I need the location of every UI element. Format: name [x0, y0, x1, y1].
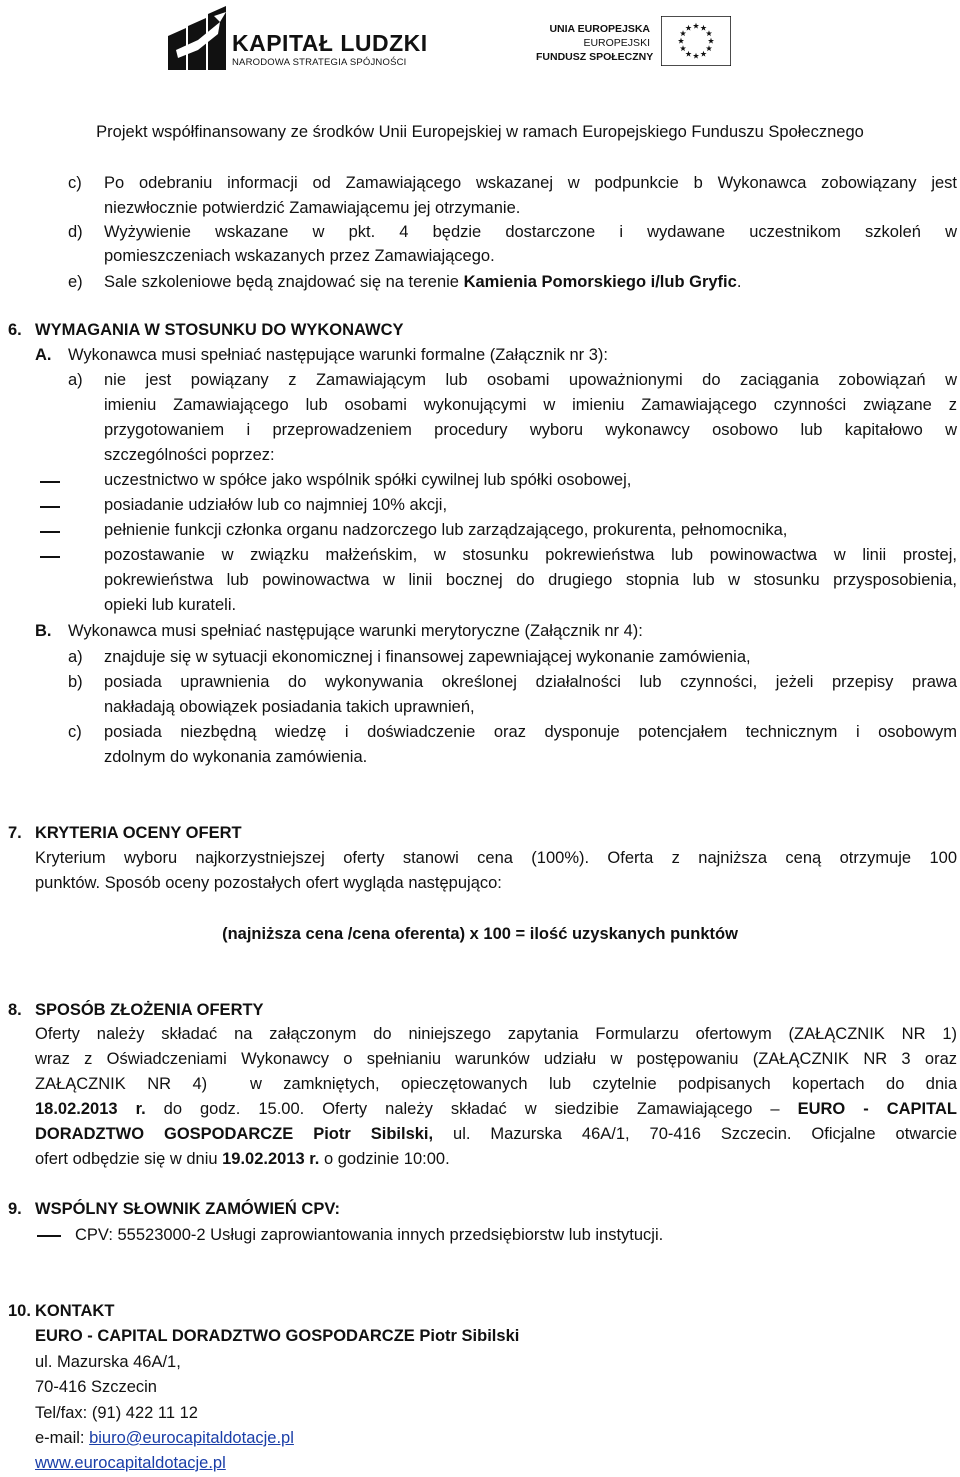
section-6-b-marker: B. [35, 622, 52, 640]
contact-street: ul. Mazurska 46A/1, [35, 1353, 181, 1371]
section-7-line2: punktów. Sposób oceny pozostałych ofert wygląda następująco: [35, 874, 502, 892]
section-8-line1: Oferty należy składać na załączonym do niniejszego zapytania Formularzu ofertowym (ZAŁĄCZNIK NR 1) [35, 1025, 957, 1043]
req-b-b-line1: posiada uprawnienia do wykonywania określonej działalności lub czynności, jeżeli przepisy prawa [104, 673, 957, 691]
section-8-line6 [35, 1149, 450, 1169]
req-a-line2: imieniu Zamawiającego lub osobami wykonującymi w imieniu Zamawiającego czynności związane z [104, 396, 957, 414]
section-6-title: WYMAGANIA W STOSUNKU DO WYKONAWCY [35, 321, 404, 339]
section-8-line4-text: do godz. 15.00. Oferty należy składać w siedzibie Zamawiającego – [145, 1100, 798, 1118]
kapital-ludzki-emblem-icon [168, 6, 226, 70]
req-b-c-line2: zdolnym do wykonania zamówienia. [104, 748, 368, 766]
req-b-b-marker: b) [68, 673, 83, 691]
email-label: e-mail: [35, 1429, 90, 1447]
website-link[interactable]: www.eurocapitaldotacje.pl [35, 1454, 226, 1472]
section-8-line5-text: ul. Mazurska 46A/1, 70-416 Szczecin. Oficjalne otwarcie [433, 1125, 957, 1143]
req-b-a-text: znajduje się w sytuacji ekonomicznej i finansowej zapewniającej wykonanie zamówienia, [104, 648, 751, 666]
item-e-end: . [736, 273, 742, 291]
section-8-line6-text: ofert odbędzie się w dniu [35, 1150, 223, 1168]
kapital-ludzki-logo [168, 6, 438, 70]
opening-date: 19.02.2013 r. [222, 1150, 320, 1168]
section-8-line3: ZAŁĄCZNIK NR 4) w zamkniętych, opieczętowanych lub czytelnie podpisanych kopertach do dnia [35, 1075, 957, 1093]
eu-line-3: FUNDUSZ SPOŁECZNY [536, 51, 654, 63]
company-name-part2: DORADZTWO GOSPODARCZE Piotr Sibilski, [35, 1125, 434, 1143]
dash-bullet [40, 506, 60, 508]
dash-item-2: posiadanie udziałów lub co najmniej 10% akcji, [104, 496, 448, 514]
req-a-line4: szczególności poprzez: [104, 446, 275, 464]
scoring-formula: (najniższa cena /cena oferenta) x 100 = ilość uzyskanych punktów [222, 925, 738, 943]
req-a-marker: a) [68, 371, 83, 389]
email-link[interactable]: biuro@eurocapitaldotacje.pl [89, 1429, 294, 1447]
section-8-title: SPOSÓB ZŁOŻENIA OFERTY [35, 1001, 264, 1019]
req-b-c-line1: posiada niezbędną wiedzę i doświadczenie oraz dysponuje potencjałem technicznym i osobowym [104, 723, 957, 741]
contact-phone: Tel/fax: (91) 422 11 12 [35, 1404, 198, 1422]
section-8-line5 [35, 1124, 957, 1144]
section-7-title: KRYTERIA OCENY OFERT [35, 824, 242, 842]
item-d-line1: Wyżywienie wskazane w pkt. 4 będzie dostarczone i wydawane uczestnikom szkoleń w [104, 223, 957, 241]
eu-line-2: EUROPEJSKI [583, 37, 650, 49]
req-b-b-line2: nakładają obowiązek posiadania takich uprawnień, [104, 698, 475, 716]
dash-item-4-line1: pozostawanie w związku małżeńskim, w stosunku pokrewieństwa lub powinowactwa w linii prostej, [104, 546, 957, 564]
eu-line-1: UNIA EUROPEJSKA [549, 23, 650, 35]
logo-title: KAPITAŁ LUDZKI [232, 30, 428, 56]
item-c-line2: niezwłocznie potwierdzić Zamawiającemu jej otrzymanie. [104, 199, 521, 217]
req-b-c-marker: c) [68, 723, 82, 741]
dash-bullet [37, 1235, 61, 1237]
dash-item-4-line2: pokrewieństwa lub powinowactwa w linii bocznej do drugiego stopnia lub w stosunku przysposobienia, [104, 571, 957, 589]
section-6-a-marker: A. [35, 346, 52, 364]
contact-email-row [35, 1428, 294, 1448]
section-9-title: WSPÓLNY SŁOWNIK ZAMÓWIEŃ CPV: [35, 1200, 340, 1218]
deadline-date: 18.02.2013 r. [35, 1100, 146, 1118]
section-10-title: KONTAKT [35, 1302, 115, 1320]
item-e-plain: Sale szkoleniowe będą znajdować się na terenie [104, 273, 464, 291]
item-c-line1: Po odebraniu informacji od Zamawiającego wskazanej w podpunkcie b Wykonawca zobowiązany jest [104, 174, 957, 192]
dash-bullet [40, 481, 60, 483]
section-8-line2: wraz z Oświadczeniami Wykonawcy o spełnianiu warunków udziału w postępowaniu (ZAŁĄCZNIK NR 3 oraz [35, 1050, 957, 1068]
eu-fund-label [536, 22, 654, 64]
item-c-marker: c) [68, 174, 82, 192]
eu-flag-icon [661, 16, 731, 66]
req-a-line3: przygotowaniem i przeprowadzeniem procedury wyboru wykonawcy osobowo lub kapitałowo w [104, 421, 957, 439]
contact-city: 70-416 Szczecin [35, 1378, 157, 1396]
section-7-line1: Kryterium wyboru najkorzystniejszej oferty stanowi cena (100%). Oferta z najniższa ceną otrzymuje 100 [35, 849, 957, 867]
section-8-line6-end: o godzinie 10:00. [319, 1150, 450, 1168]
dash-item-1: uczestnictwo w spółce jako wspólnik spółki cywilnej lub spółki osobowej, [104, 471, 632, 489]
item-d-line2: pomieszczeniach wskazanych przez Zamawiającego. [104, 247, 495, 265]
cofinancing-note: Projekt współfinansowany ze środków Unii Europejskiej w ramach Europejskiego Funduszu Społecznego [96, 123, 864, 141]
section-8-number: 8. [8, 1001, 22, 1019]
item-e-text [104, 272, 741, 292]
dash-item-3: pełnienie funkcji członka organu nadzorczego lub zarządzającego, prokurenta, pełnomocnika, [104, 521, 788, 539]
req-b-a-marker: a) [68, 648, 83, 666]
dash-item-4-line3: opieki lub kurateli. [104, 596, 237, 614]
contact-company: EURO - CAPITAL DORADZTWO GOSPODARCZE Piotr Sibilski [35, 1327, 520, 1345]
item-d-marker: d) [68, 223, 83, 241]
dash-bullet [40, 556, 60, 558]
section-9-number: 9. [8, 1200, 22, 1218]
section-6-b-intro: Wykonawca musi spełniać następujące warunki merytoryczne (Załącznik nr 4): [68, 622, 643, 640]
req-a-line1: nie jest powiązany z Zamawiającym lub osobami upoważnionymi do zaciągania zobowiązań w [104, 371, 957, 389]
item-e-place: Kamienia Pomorskiego i/lub Gryfic [463, 273, 737, 291]
section-6-number: 6. [8, 321, 22, 339]
company-name-part1: EURO - CAPITAL [797, 1100, 957, 1118]
section-7-number: 7. [8, 824, 22, 842]
logo-subtitle: NARODOWA STRATEGIA SPÓJNOŚCI [232, 57, 407, 68]
section-6-a-intro: Wykonawca musi spełniać następujące warunki formalne (Załącznik nr 3): [68, 346, 608, 364]
section-10-number: 10. [8, 1302, 31, 1320]
contact-website-row [35, 1453, 226, 1473]
section-8-line4 [35, 1099, 957, 1119]
cpv-item: CPV: 55523000-2 Usługi zaprowiantowania innych przedsiębiorstw lub instytucji. [75, 1226, 664, 1244]
item-e-marker: e) [68, 273, 83, 291]
dash-bullet [40, 531, 60, 533]
